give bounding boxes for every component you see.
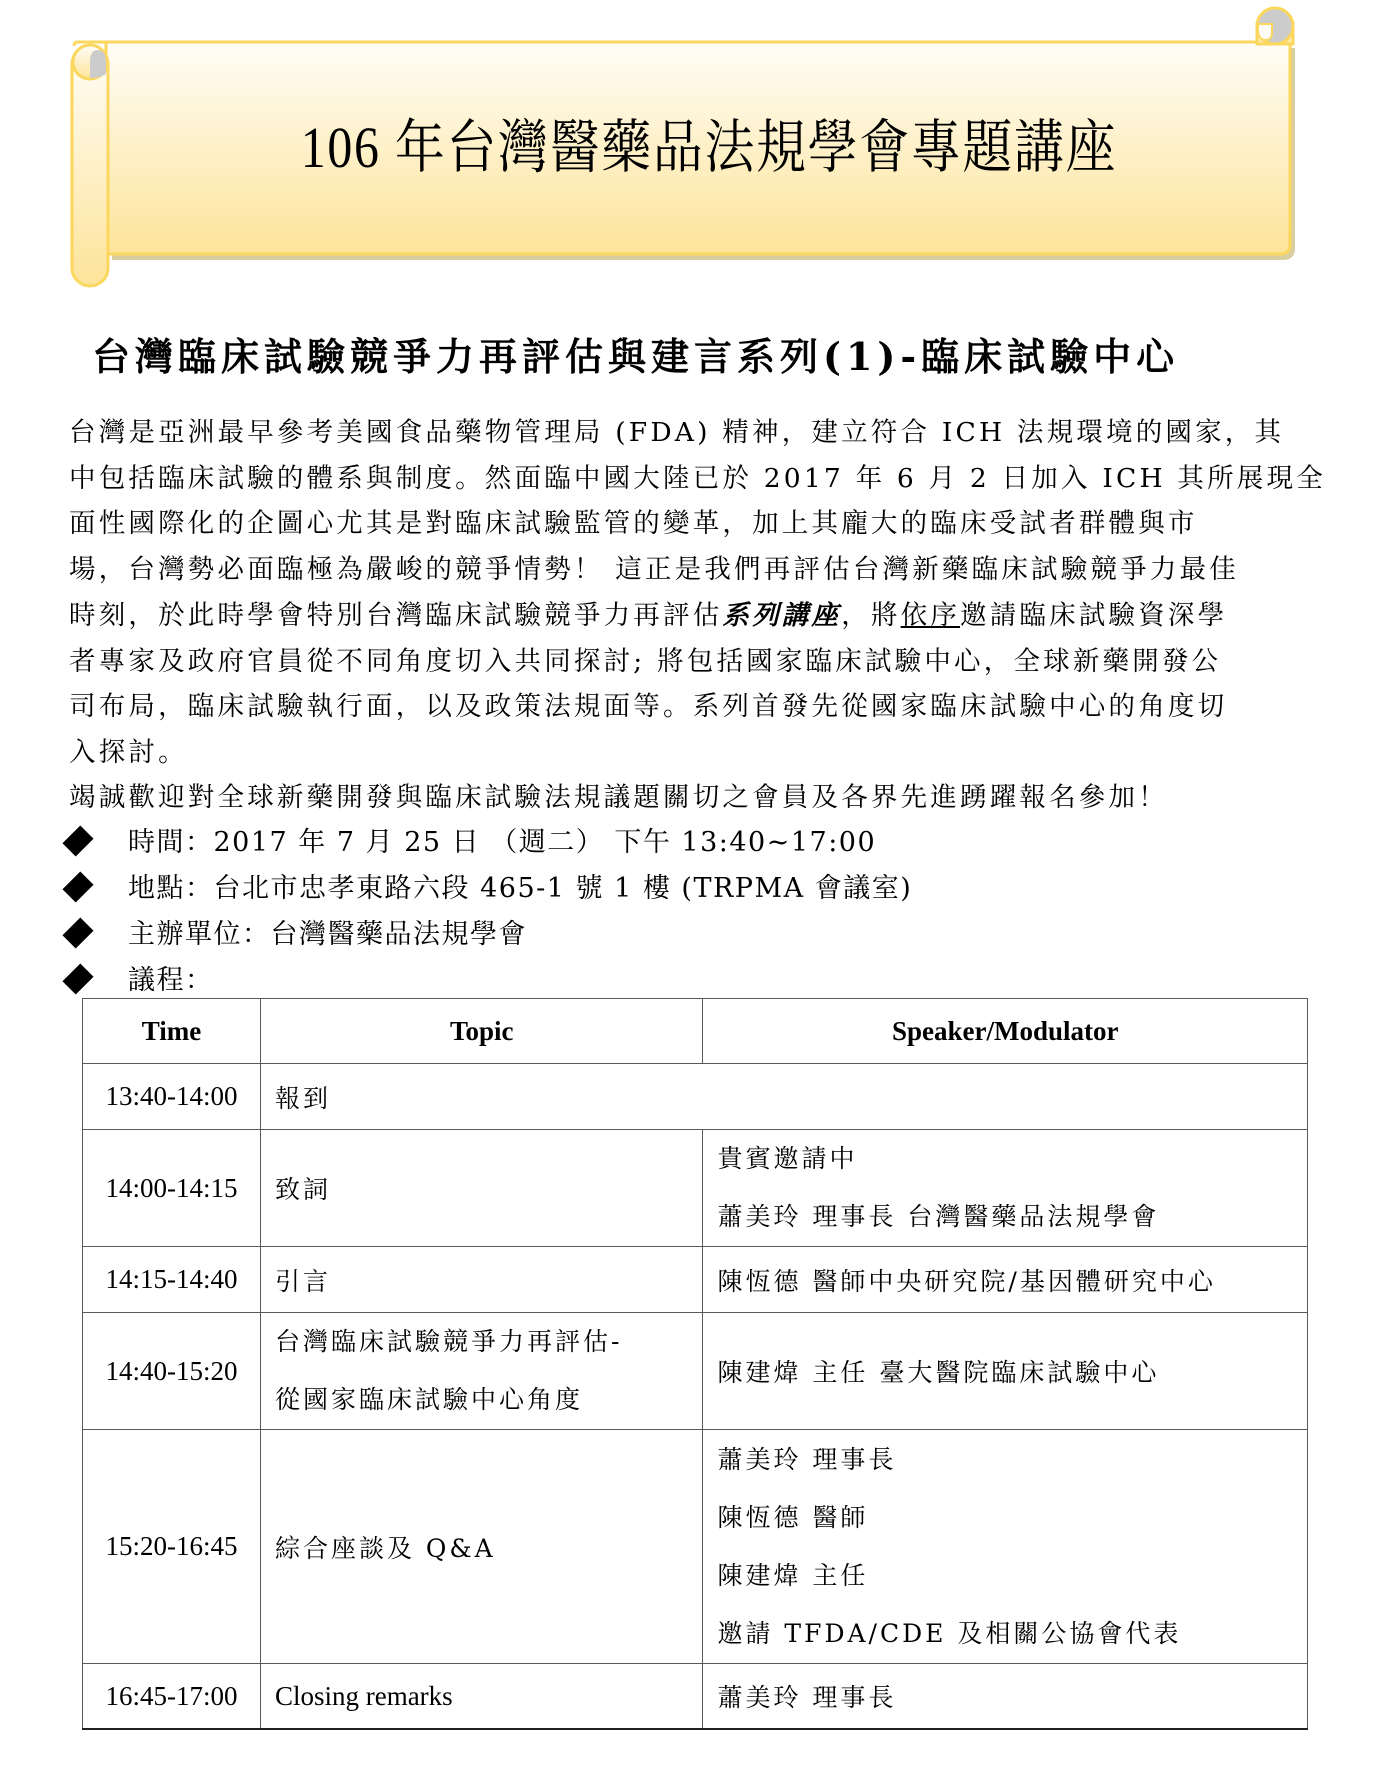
topic-cell: Closing remarks [260,1664,703,1730]
detail-label: 時間： [128,827,214,858]
topic-cell: 引言 [260,1247,703,1313]
detail-value: 2017 年 7 月 25 日 （週二） 下午 13:40~17:00 [213,827,877,858]
speaker-cell: 蕭美玲 理事長 [703,1664,1308,1730]
speaker-line: 陳恆德 醫師 [717,1502,869,1532]
table-row [83,1664,1308,1730]
table-row [83,1430,1308,1664]
series-emphasis: 系列講座 [722,599,842,631]
diamond-bullet-icon [62,963,93,994]
intro-text: 時刻，於此時學會特別台灣臨床試驗競爭力再評估 [69,599,723,631]
time-cell: 15:20-16:45 [83,1430,261,1664]
speaker-line: 蕭美玲 理事長 台灣醫藥品法規學會 [717,1202,1160,1231]
detail-value: 台灣醫藥品法規學會 [270,919,527,950]
column-header-topic: Topic [260,999,703,1064]
speaker-line: 邀請 TFDA/CDE 及相關公協會代表 [717,1618,1182,1648]
column-header-time: Time [83,999,261,1064]
column-header-speaker: Speaker/Modulator [703,999,1308,1064]
detail-value: 台北市忠孝東路六段 465-1 號 1 樓 (TRPMA 會議室) [213,873,913,904]
table-row [83,1313,1308,1430]
table-header-row [83,999,1308,1064]
banner-title: 106 年台灣醫藥品法規學會專題講座 [300,115,1118,180]
speaker-cell [703,1130,1308,1247]
intro-text: ，將 [841,599,901,631]
intro-line: 台灣是亞洲最早參考美國食品藥物管理局 (FDA) 精神，建立符合 ICH 法規環境的國家，其 [69,417,1285,448]
diamond-bullet-icon [62,917,93,948]
title-banner-scroll [70,4,1298,289]
topic-line: 台灣臨床試驗競爭力再評估- [274,1327,623,1356]
time-cell: 14:15-14:40 [83,1247,261,1313]
time-cell: 14:40-15:20 [83,1313,261,1430]
intro-line [69,593,1309,639]
speaker-cell: 陳建煒 主任 臺大醫院臨床試驗中心 [703,1313,1308,1430]
table-row [83,1130,1308,1247]
speaker-line: 貴賓邀請中 [717,1144,858,1173]
intro-line: 場，台灣勢必面臨極為嚴峻的競爭情勢！ 這正是我們再評估台灣新藥臨床試驗競爭力最佳 [69,554,1239,586]
detail-label: 議程： [128,965,214,996]
speaker-cell: 陳恆德 醫師中央研究院/基因體研究中心 [703,1247,1308,1313]
time-cell: 13:40-14:00 [83,1064,261,1130]
topic-cell: 報到 [260,1064,1307,1130]
topic-cell: 綜合座談及 Q&A [260,1430,703,1664]
topic-cell [260,1313,703,1430]
table-row [83,1064,1308,1130]
intro-line: 入探討。 [69,736,188,768]
intro-line: 中包括臨床試驗的體系與制度。然面臨中國大陸已於 2017 年 6 月 2 日加入 ICH 其所展現全 [69,462,1326,494]
intro-paragraph [69,410,1326,776]
speaker-cell [703,1430,1308,1664]
agenda-table [82,998,1308,1730]
invitation-text: 竭誠歡迎對全球新藥開發與臨床試驗法規議題關切之會員及各界先進踴躍報名參加！ [69,782,1168,813]
underlined-text: 依序 [900,599,961,631]
table-row [83,1247,1308,1313]
detail-location [66,866,912,912]
speaker-line: 蕭美玲 理事長 [717,1444,897,1474]
topic-line: 從國家臨床試驗中心角度 [274,1385,583,1414]
topic-cell: 致詞 [260,1130,703,1247]
diamond-bullet-icon [62,825,93,856]
detail-organizer [66,912,912,958]
diamond-bullet-icon [62,871,93,902]
detail-label: 地點： [128,873,214,904]
intro-line: 面性國際化的企圖心尤其是對臨床試驗監管的變革，加上其龐大的臨床受試者群體與市 [69,508,1198,540]
intro-line: 司布局，臨床試驗執行面，以及政策法規面等。系列首發先從國家臨床試驗中心的角度切 [69,691,1228,723]
detail-time [66,820,912,866]
event-heading: 台灣臨床試驗競爭力再評估與建言系列(1)-臨床試驗中心 [92,334,1180,379]
event-details-list [66,820,912,1004]
time-cell: 14:00-14:15 [83,1130,261,1247]
detail-label: 主辦單位： [128,919,271,950]
speaker-line: 陳建煒 主任 [717,1560,869,1590]
time-cell: 16:45-17:00 [83,1664,261,1730]
intro-line: 者專家及政府官員從不同角度切入共同探討; 將包括國家臨床試驗中心，全球新藥開發公 [69,645,1222,677]
intro-text: 邀請臨床試驗資深學 [960,599,1228,631]
